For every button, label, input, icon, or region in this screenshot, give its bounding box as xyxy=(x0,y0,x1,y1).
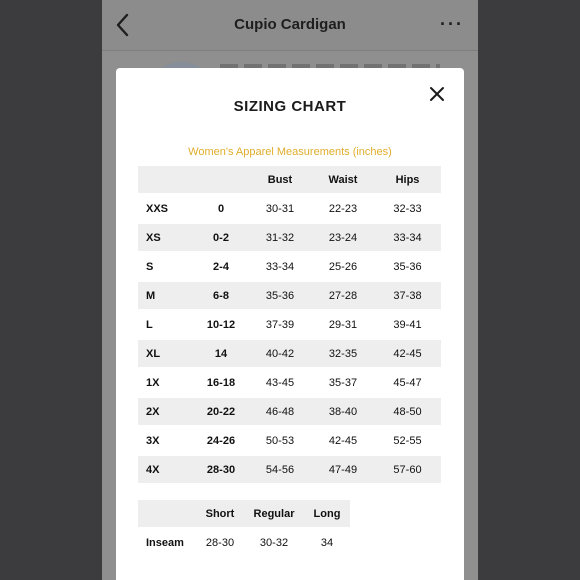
size-label: XS xyxy=(138,224,194,251)
numeric-size: 6-8 xyxy=(194,282,248,309)
table-cell: 33-34 xyxy=(374,224,441,251)
table-row xyxy=(138,282,441,309)
numeric-size: 0-2 xyxy=(194,224,248,251)
app-bar xyxy=(102,0,478,51)
table-cell: 31-32 xyxy=(248,224,312,251)
column-header-hips: Hips xyxy=(374,166,441,193)
table-row xyxy=(138,529,350,556)
size-label: 1X xyxy=(146,376,160,389)
table-cell: 33-34 xyxy=(265,260,295,273)
table-cell: 39-41 xyxy=(393,318,422,331)
table-header-row xyxy=(138,500,350,527)
more-options-icon[interactable]: ··· xyxy=(440,14,464,34)
table-row xyxy=(138,369,441,396)
numeric-size: 16-18 xyxy=(206,376,236,389)
size-table xyxy=(138,164,441,485)
table-cell: 27-28 xyxy=(312,282,374,309)
inseam-table xyxy=(138,498,350,558)
column-header xyxy=(138,500,196,527)
size-label: M xyxy=(138,282,194,309)
numeric-size: 28-30 xyxy=(194,456,248,483)
table-cell: 46-48 xyxy=(248,398,312,425)
size-label: 2X xyxy=(138,398,194,425)
column-header xyxy=(138,166,194,193)
column-header xyxy=(194,166,248,193)
table-cell: 48-50 xyxy=(374,398,441,425)
table-cell: 35-37 xyxy=(328,376,358,389)
column-header-long: Long xyxy=(304,500,350,527)
table-cell: 45-47 xyxy=(393,376,422,389)
numeric-size: 0 xyxy=(217,202,225,215)
table-cell: 23-24 xyxy=(312,224,374,251)
table-cell: 37-39 xyxy=(265,318,295,331)
size-label: 3X xyxy=(146,434,160,447)
table-cell: 30-31 xyxy=(265,202,295,215)
table-cell: 25-26 xyxy=(328,260,358,273)
table-cell: 28-30 xyxy=(205,536,235,549)
column-header-regular: Regular xyxy=(244,500,304,527)
table-row xyxy=(138,224,441,251)
table-cell: 38-40 xyxy=(312,398,374,425)
size-label: S xyxy=(146,260,154,273)
table-row xyxy=(138,253,441,280)
row-label: Inseam xyxy=(146,536,184,549)
close-icon[interactable] xyxy=(428,85,446,103)
table-cell: 34 xyxy=(320,536,334,549)
table-cell: 22-23 xyxy=(328,202,358,215)
column-header-short: Short xyxy=(196,500,244,527)
size-label: 4X xyxy=(138,456,194,483)
page-title: Cupio Cardigan xyxy=(234,16,346,33)
table-cell: 37-38 xyxy=(374,282,441,309)
numeric-size: 14 xyxy=(194,340,248,367)
table-cell: 50-53 xyxy=(265,434,295,447)
table-cell: 35-36 xyxy=(393,260,422,273)
table-row xyxy=(138,195,441,222)
table-cell: 29-31 xyxy=(328,318,358,331)
table-cell: 42-45 xyxy=(328,434,358,447)
table-cell: 52-55 xyxy=(393,434,422,447)
table-cell: 30-32 xyxy=(259,536,289,549)
table-cell: 35-36 xyxy=(248,282,312,309)
size-label: L xyxy=(146,318,153,331)
table-row xyxy=(138,340,441,367)
table-cell: 32-33 xyxy=(393,202,422,215)
column-header-bust: Bust xyxy=(248,166,312,193)
table-cell: 42-45 xyxy=(374,340,441,367)
table-cell: 32-35 xyxy=(312,340,374,367)
table-cell: 47-49 xyxy=(312,456,374,483)
table-row xyxy=(138,311,441,338)
chart-subtitle: Women's Apparel Measurements (inches) xyxy=(188,146,392,158)
modal-title: SIZING CHART xyxy=(233,98,347,115)
numeric-size: 20-22 xyxy=(194,398,248,425)
size-label: XL xyxy=(138,340,194,367)
table-cell: 40-42 xyxy=(248,340,312,367)
size-label: XXS xyxy=(146,202,169,215)
numeric-size: 10-12 xyxy=(206,318,236,331)
sizing-chart-modal xyxy=(116,68,464,580)
table-row xyxy=(138,398,441,425)
table-cell: 43-45 xyxy=(265,376,295,389)
numeric-size: 2-4 xyxy=(213,260,229,273)
table-cell: 54-56 xyxy=(248,456,312,483)
table-row xyxy=(138,456,441,483)
column-header-waist: Waist xyxy=(312,166,374,193)
numeric-size: 24-26 xyxy=(206,434,236,447)
table-cell: 57-60 xyxy=(374,456,441,483)
table-header-row xyxy=(138,166,441,193)
table-row xyxy=(138,427,441,454)
